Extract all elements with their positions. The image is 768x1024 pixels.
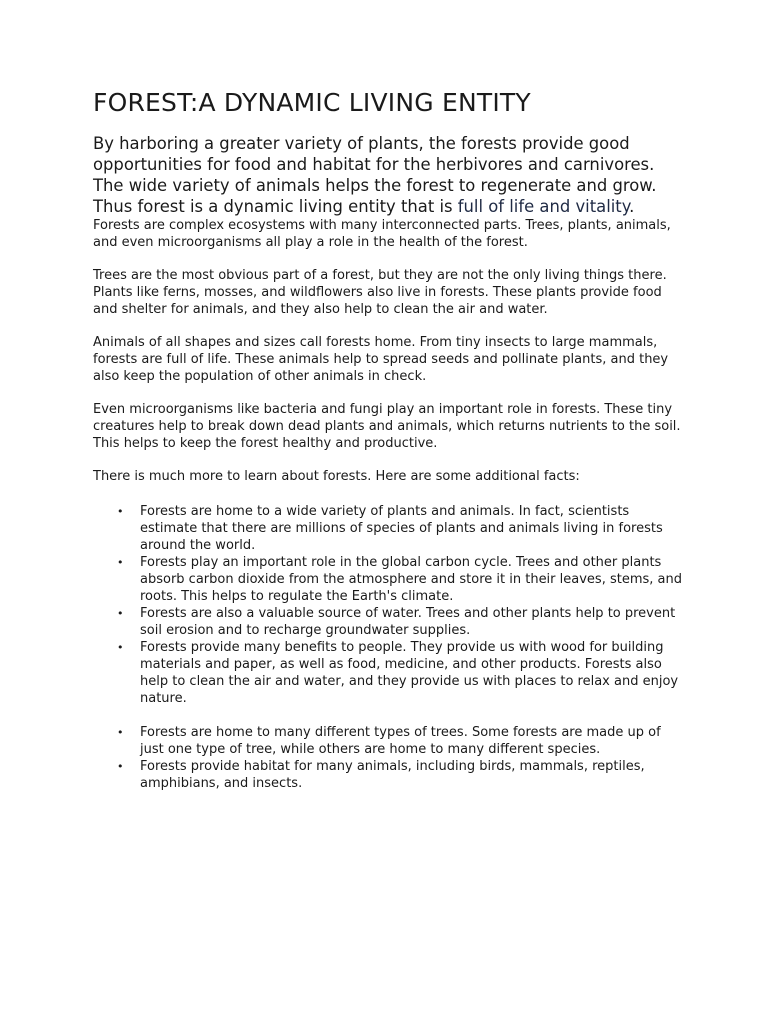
paragraph-additional-facts: There is much more to learn about forests. Here are some additional facts: (93, 469, 580, 484)
list-item: • Forests are home to a wide variety of plants and animals. In fact, scientists estimate that there are millions of species of plants and animals living in forests around the world. (140, 503, 683, 554)
paragraph-microorganisms: Even microorganisms like bacteria and fungi play an important role in forests. These tiny creatures help to break down dead plants and animals, which returns nutrients to the soil. This helps to keep the forest healthy and productive. (93, 402, 681, 451)
intro-rest-text: Forests are complex ecosystems with many interconnected parts. Trees, plants, animals, and even microorganisms all play a role in the health of the forest. (93, 218, 671, 250)
intro-lead (93, 134, 656, 216)
intro-lead-text: By harboring a greater variety of plants, the forests provide good opportunities for food and habitat for the herbivores and carnivores. The wide variety of animals helps the forest to regenerate and grow. Thus forest is a dynamic living entity that is (93, 134, 657, 216)
list-item: • Forests play an important role in the global carbon cycle. Trees and other plants absorb carbon dioxide from the atmosphere and store it in their leaves, stems, and roots. This helps to regulate the Earth's climate. (140, 554, 683, 605)
document-title: FOREST:A DYNAMIC LIVING ENTITY (93, 88, 531, 117)
paragraph-animals: Animals of all shapes and sizes call forests home. From tiny insects to large mammals, forests are full of life. These animals help to spread seeds and pollinate plants, and they also keep the population of other animals in check. (93, 335, 669, 384)
list-item: • Forests provide habitat for many animals, including birds, mammals, reptiles, amphibians, and insects. (140, 758, 683, 792)
intro-paragraph (93, 133, 683, 251)
document-page (93, 86, 683, 792)
paragraph-trees: Trees are the most obvious part of a forest, but they are not the only living things there. Plants like ferns, mosses, and wildflowers also live in forests. These plants provide food and shelter for animals, and they also help to clean the air and water. (93, 268, 667, 317)
intro-lead-period: . (629, 197, 635, 216)
list-item: • Forests are also a valuable source of water. Trees and other plants help to prevent soil erosion and to recharge groundwater supplies. (140, 605, 683, 639)
list-item: • Forests are home to many different types of trees. Some forests are made up of just one type of tree, while others are home to many different species. (140, 724, 683, 758)
facts-list (93, 503, 683, 792)
intro-lead-highlight: full of life and vitality (457, 197, 630, 216)
list-item: • Forests provide many benefits to people. They provide us with wood for building materials and paper, as well as food, medicine, and other products. Forests also help to clean the air and water, and they provide us with places to relax and enjoy nature. (140, 639, 683, 707)
